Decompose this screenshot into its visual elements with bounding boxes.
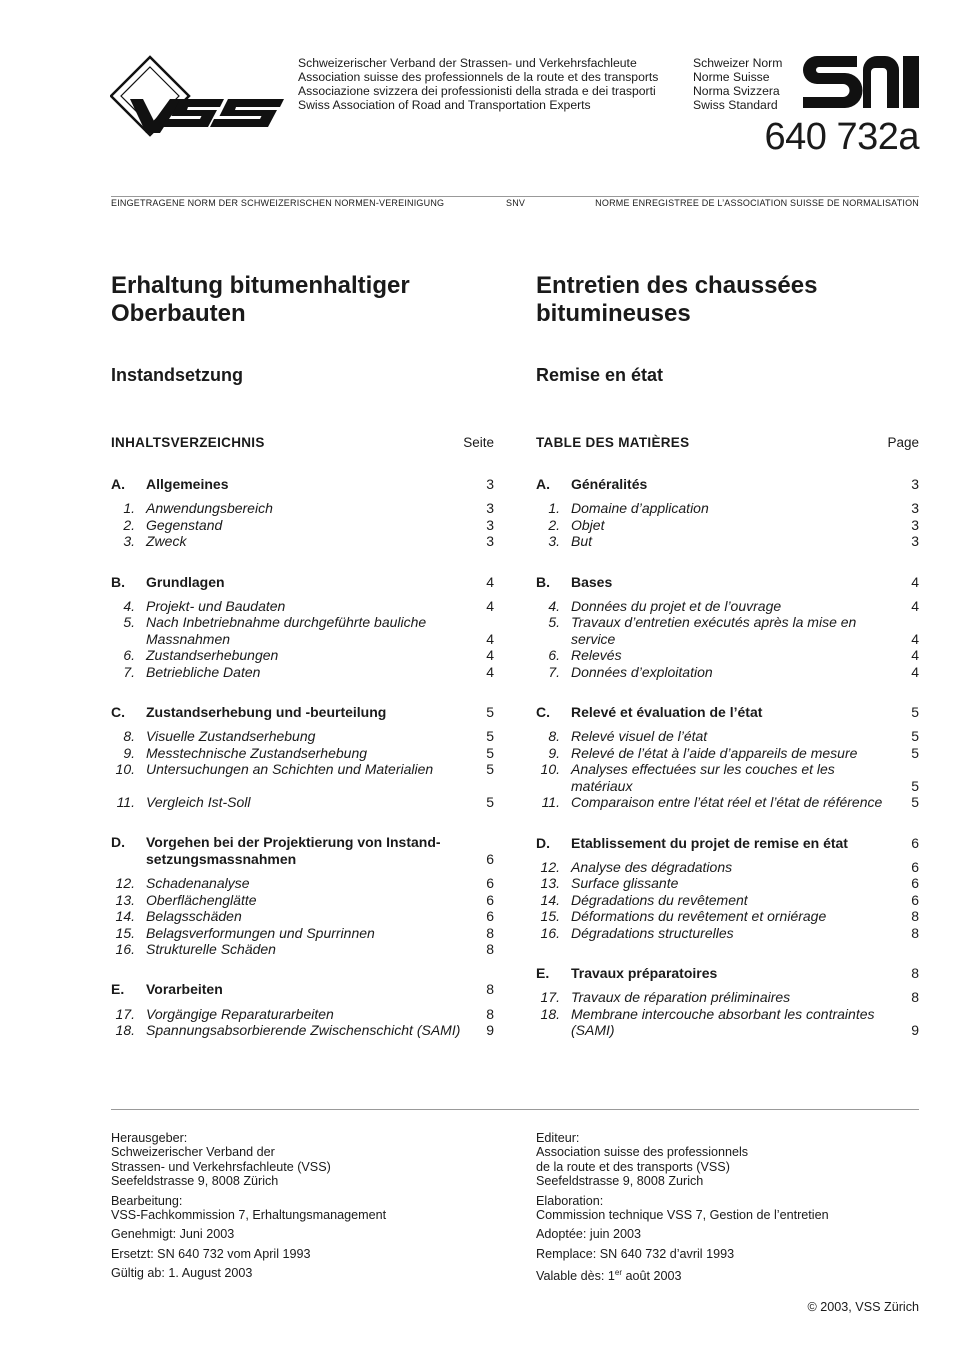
vss-logo [110,55,290,140]
registration-de: EINGETRAGENE NORM DER SCHWEIZERISCHEN NORMEN-VEREINIGUNG [111,198,445,208]
toc-list-de [111,476,494,1063]
imprint-line: Seefeldstrasse 9, 8008 Zurich [536,1174,704,1189]
toc-entry-page: 8 [486,924,494,941]
toc-section [111,476,494,550]
toc-entry [111,647,494,663]
toc-entry [536,728,919,744]
imprint-block [536,1194,829,1223]
toc-label-de: INHALTSVERZEICHNIS [111,435,265,450]
imprint-line: VSS-Fachkommission 7, Erhaltungsmanagement [111,1208,387,1223]
toc-section-page: 8 [486,981,494,998]
imprint-line: de la route et des transports (VSS) [536,1159,730,1174]
toc-section-title: Généralités [571,476,648,492]
toc-entry [111,500,494,516]
toc-entry-title: Projekt- und Baudaten [146,598,286,615]
toc-entry-page: 3 [486,516,494,533]
toc-entry-title: Relevé visuel de l’état [571,728,708,745]
toc-entry [536,794,919,810]
imprint-line: Schweizerischer Verband der [111,1145,275,1160]
toc-entry-page: 5 [911,777,919,794]
toc-section-title: Etablissement du projet de remise en état [571,834,848,851]
toc-entry-number: 12. [540,858,560,875]
toc-section [111,834,494,957]
toc-entry [536,989,919,1005]
toc-entry-number: 4. [123,598,135,615]
toc-entry-title: But [571,533,593,550]
toc-entry [111,664,494,680]
imprint-line: Elaboration: [536,1193,604,1208]
standard-number: 640 732a [764,116,919,158]
toc-entry-page: 5 [911,794,919,811]
imprint-de [111,1131,386,1286]
imprint-line: Adoptée: juin 2003 [536,1227,642,1242]
toc-entry-title: Betriebliche Daten [146,663,261,680]
toc-entry [536,598,919,614]
toc-entry-page: 8 [911,924,919,941]
toc-section-title: Vorgehen bei der Projektierung von Instand-setzungsmassnahmen [146,834,441,867]
toc-section-page: 5 [911,704,919,721]
toc-entry [111,598,494,614]
imprint-line: Gültig ab: 1. August 2003 [111,1266,253,1281]
toc-entry [111,614,494,647]
toc-entry-title: Zustandserhebungen [146,647,279,664]
toc-entry-number: 18. [540,1005,560,1022]
toc-section-page: 4 [911,573,919,590]
toc-entry-title: Comparaison entre l’état réel et l’état de référence [571,794,883,811]
toc-entry-page: 6 [911,891,919,908]
toc-entry-title: Travaux de réparation préliminaires [571,989,791,1006]
association-names [298,56,658,112]
imprint-block [111,1131,386,1189]
imprint-block [536,1266,829,1284]
toc-entry-title: Belagsschäden [146,908,242,925]
toc-entry-page: 4 [486,663,494,680]
footer-divider [111,1109,919,1110]
toc-entry [111,745,494,761]
toc-section-page: 8 [911,964,919,981]
toc-section [536,965,919,1039]
toc-entry-title: Analyse des dégradations [571,858,733,875]
toc-entry [536,647,919,663]
toc-section-letter: B. [111,573,125,590]
toc-entry-number: 16. [115,940,135,957]
toc-section-letter: D. [536,834,550,851]
toc-entry-page: 6 [486,908,494,925]
toc-label-fr: TABLE DES MATIÈRES [536,435,690,450]
toc-entry-page: 9 [911,1022,919,1039]
toc-entry-page: 4 [486,647,494,664]
toc-entry-title: Surface glissante [571,875,679,892]
toc-section-heading [111,476,494,492]
toc-entry-number: 2. [548,516,560,533]
toc-entry-page: 5 [486,728,494,745]
toc-entry [111,1006,494,1022]
toc-section [111,704,494,810]
imprint-block [536,1227,829,1241]
toc-section-heading [111,704,494,720]
toc-entry [536,745,919,761]
imprint-line: Herausgeber: [111,1131,188,1145]
toc-section-heading [111,981,494,997]
imprint-block [111,1194,386,1223]
toc-section [536,574,919,680]
toc-entry-title: Spannungsabsorbierende Zwischenschicht (SAMI) [146,1022,461,1039]
toc-section-title: Travaux préparatoires [571,964,718,981]
header-divider [111,196,919,197]
page-label-de: Seite [463,435,494,450]
toc-entry [536,925,919,941]
toc-entry-page: 5 [911,728,919,745]
toc-entry-number: 11. [541,794,560,811]
toc-entry-number: 5. [548,614,560,631]
toc-section-letter: C. [536,704,550,721]
toc-section-title: Bases [571,573,613,590]
toc-section-page: 5 [486,704,494,721]
toc-entry-number: 1. [123,500,135,517]
toc-entry [536,500,919,516]
toc-entry-number: 10. [540,761,560,778]
toc-entry [111,925,494,941]
toc-list-fr [536,476,919,1063]
toc-section-page: 6 [486,850,494,867]
toc-entry-title: Vorgängige Reparaturarbeiten [146,1005,334,1022]
toc-section [111,981,494,1038]
toc-entry-number: 8. [548,728,560,745]
toc-entry-page: 4 [911,630,919,647]
imprint-block [536,1247,829,1261]
toc-entry-page: 3 [911,500,919,517]
toc-entry-page: 6 [911,875,919,892]
toc-section-letter: E. [536,964,550,981]
imprint-block [536,1131,829,1189]
toc-entry [111,533,494,549]
toc-spacer [111,778,494,794]
toc-entry-title: Domaine d’application [571,500,709,517]
toc-entry [536,761,919,794]
toc-entry [536,1006,919,1039]
toc-section-letter: B. [536,573,550,590]
toc-entry-page: 3 [486,500,494,517]
toc-entry-number: 18. [115,1022,135,1039]
subtitle-fr: Remise en état [536,365,664,385]
toc-entry-page: 5 [486,744,494,761]
toc-entry-page: 6 [911,858,919,875]
toc-entry [111,728,494,744]
toc-entry-title: Belagsverformungen und Spurrinnen [146,924,375,941]
toc-section-heading [111,834,494,867]
imprint-line: Seefeldstrasse 9, 8008 Zürich [111,1174,279,1189]
toc-entry [536,892,919,908]
imprint-line: Association suisse des professionnels [536,1145,749,1160]
toc-entry-title: Membrane intercouche absorbant les contraintes (SAMI) [571,1005,875,1039]
toc-entry [536,908,919,924]
toc-entry-number: 2. [123,516,135,533]
imprint-line: Editeur: [536,1131,580,1145]
toc-entry-number: 17. [540,989,560,1006]
imprint-block [111,1227,386,1241]
toc-entry-number: 7. [548,663,560,680]
copyright: © 2003, VSS Zürich [807,1300,919,1314]
toc-entry-number: 3. [123,533,135,550]
toc-entry-title: Strukturelle Schäden [146,940,276,957]
toc-entry-number: 1. [548,500,560,517]
toc-section-letter: A. [536,476,550,492]
toc-entry-title: Dégradations structurelles [571,924,734,941]
toc-entry-title: Données du projet et de l’ouvrage [571,598,782,615]
toc-entry-title: Messtechnische Zustandserhebung [146,744,368,761]
toc-entry-page: 4 [911,647,919,664]
toc-entry-page: 8 [486,940,494,957]
toc-section-heading [536,476,919,492]
toc-entry-number: 4. [548,598,560,615]
toc-section [111,574,494,680]
toc-entry-number: 6. [123,647,135,664]
toc-entry [111,761,494,777]
toc-section-page: 3 [486,476,494,492]
toc-section-letter: A. [111,476,125,492]
subtitle-de: Instandsetzung [111,365,244,385]
toc-entry-page: 4 [486,630,494,647]
toc-section [536,704,919,810]
association-name-fr: Association suisse des professionnels de la route et des transports [298,70,659,84]
toc-entry-number: 15. [540,908,560,925]
toc-entry-title: Untersuchungen an Schichten und Materialien [146,761,434,778]
toc-entry [536,533,919,549]
toc-entry [111,875,494,891]
toc-section-heading [536,965,919,981]
toc-section-heading [536,574,919,590]
toc-entry-number: 15. [115,924,135,941]
toc-entry-number: 17. [115,1005,135,1022]
imprint-line: Genehmigt: Juni 2003 [111,1227,235,1242]
toc-section-title: Allgemeines [146,476,229,492]
toc-entry-title: Gegenstand [146,516,223,533]
toc-entry-title: Zweck [146,533,187,550]
norm-type-en: Swiss Standard [693,98,778,112]
imprint-line: Commission technique VSS 7, Gestion de l’entretien [536,1208,829,1223]
toc-entry [536,664,919,680]
toc-section-page: 6 [911,834,919,851]
toc-entry-title: Relevés [571,647,622,664]
registration-snv: SNV [506,198,526,208]
toc-section [536,835,919,941]
toc-entry-page: 3 [486,533,494,550]
toc-entry-title: Schadenanalyse [146,875,250,892]
toc-entry [111,794,494,810]
association-name-it: Associazione svizzera dei professionisti della strada e dei trasporti [298,84,656,98]
toc-section-letter: E. [111,981,125,998]
toc-entry-number: 6. [548,647,560,664]
toc-entry [536,875,919,891]
toc-entry-number: 11. [116,794,135,811]
toc-section-letter: C. [111,704,125,721]
toc-entry-page: 8 [911,989,919,1006]
registration-fr: NORME ENREGISTREE DE L’ASSOCIATION SUISSE DE NORMALISATION [595,198,919,208]
sn-logo [803,56,919,108]
imprint-block [111,1247,386,1261]
toc-section-page: 4 [486,573,494,590]
toc-entry-page: 5 [486,794,494,811]
imprint-line: Bearbeitung: [111,1193,183,1208]
toc-section-letter: D. [111,834,125,851]
toc-entry-page: 6 [486,891,494,908]
toc-entry-title: Dégradations du revêtement [571,891,748,908]
toc-entry-title: Vergleich Ist-Soll [146,794,251,811]
toc-entry-title: Anwendungsbereich [146,500,273,517]
association-name-de: Schweizerischer Verband der Strassen- und Verkehrsfachleute [298,56,637,70]
toc-entry-number: 9. [548,744,560,761]
toc-entry-number: 9. [123,744,135,761]
imprint-line: Remplace: SN 640 732 d’avril 1993 [536,1246,735,1261]
imprint-block [111,1266,386,1280]
toc-entry [111,517,494,533]
toc-entry-number: 12. [115,875,135,892]
imprint-fr [536,1131,829,1289]
toc-entry-number: 16. [540,924,560,941]
toc-header-fr [536,435,919,450]
toc-entry-title: Relevé de l’état à l’aide d’appareils de mesure [571,744,858,761]
toc-entry-number: 13. [540,875,560,892]
page-title-de: Erhaltung bitumenhaltiger Oberbauten [111,272,410,327]
toc-entry-page: 5 [486,761,494,778]
toc-entry-number: 8. [123,728,135,745]
toc-section-title: Relevé et évaluation de l’état [571,704,763,721]
toc-entry [536,517,919,533]
toc-entry-title: Visuelle Zustandserhebung [146,728,316,745]
toc-entry-page: 6 [486,875,494,892]
toc-entry-number: 3. [548,533,560,550]
toc-section-title: Vorarbeiten [146,981,223,998]
toc-entry-page: 9 [486,1022,494,1039]
toc-entry-page: 5 [911,744,919,761]
page-title-fr: Entretien des chaussées bitumineuses [536,272,818,327]
norm-type-de: Schweizer Norm [693,56,783,70]
toc-entry-number: 10. [115,761,135,778]
toc-entry-title: Nach Inbetriebnahme durchgeführte bauliche Massnahmen [146,614,427,647]
toc-entry [111,941,494,957]
norm-type [693,56,782,112]
page-label-fr: Page [887,435,919,450]
toc-entry [536,614,919,647]
toc-entry-number: 14. [540,891,560,908]
toc-entry [111,908,494,924]
association-name-en: Swiss Association of Road and Transportation Experts [298,98,591,112]
toc-section-title: Zustandserhebung und -beurteilung [146,704,387,721]
toc-entry-number: 7. [123,663,135,680]
toc-entry-title: Analyses effectuées sur les couches et les matériaux [571,761,835,794]
toc-entry-page: 8 [911,908,919,925]
toc-section-heading [536,835,919,851]
toc-entry [111,1022,494,1038]
norm-type-it: Norma Svizzera [693,84,780,98]
toc-entry-page: 3 [911,516,919,533]
norm-type-fr: Norme Suisse [693,70,770,84]
toc-section-title: Grundlagen [146,573,225,590]
toc-section [536,476,919,550]
toc-section-page: 3 [911,476,919,492]
toc-entry-title: Objet [571,516,605,533]
toc-entry-page: 8 [486,1005,494,1022]
toc-section-heading [536,704,919,720]
toc-entry-page: 3 [911,533,919,550]
imprint-line: Strassen- und Verkehrsfachleute (VSS) [111,1159,331,1174]
toc-entry-page: 4 [911,598,919,615]
toc-entry-page: 4 [486,598,494,615]
imprint-line: Ersetzt: SN 640 732 vom April 1993 [111,1246,311,1261]
toc-entry-title: Travaux d’entretien exécutés après la mise en service [571,614,857,647]
toc-entry-number: 13. [115,891,135,908]
toc-entry-number: 5. [123,614,135,631]
toc-entry-title: Oberflächenglätte [146,891,257,908]
toc-section-heading [111,574,494,590]
toc-entry-number: 14. [115,908,135,925]
toc-entry [536,859,919,875]
toc-header-de [111,435,494,450]
toc-entry [111,892,494,908]
imprint-line: Valable dès: 1er août 2003 [536,1268,682,1284]
toc-entry-page: 4 [911,663,919,680]
toc-entry-title: Données d’exploitation [571,663,713,680]
toc-entry-title: Déformations du revêtement et orniérage [571,908,827,925]
